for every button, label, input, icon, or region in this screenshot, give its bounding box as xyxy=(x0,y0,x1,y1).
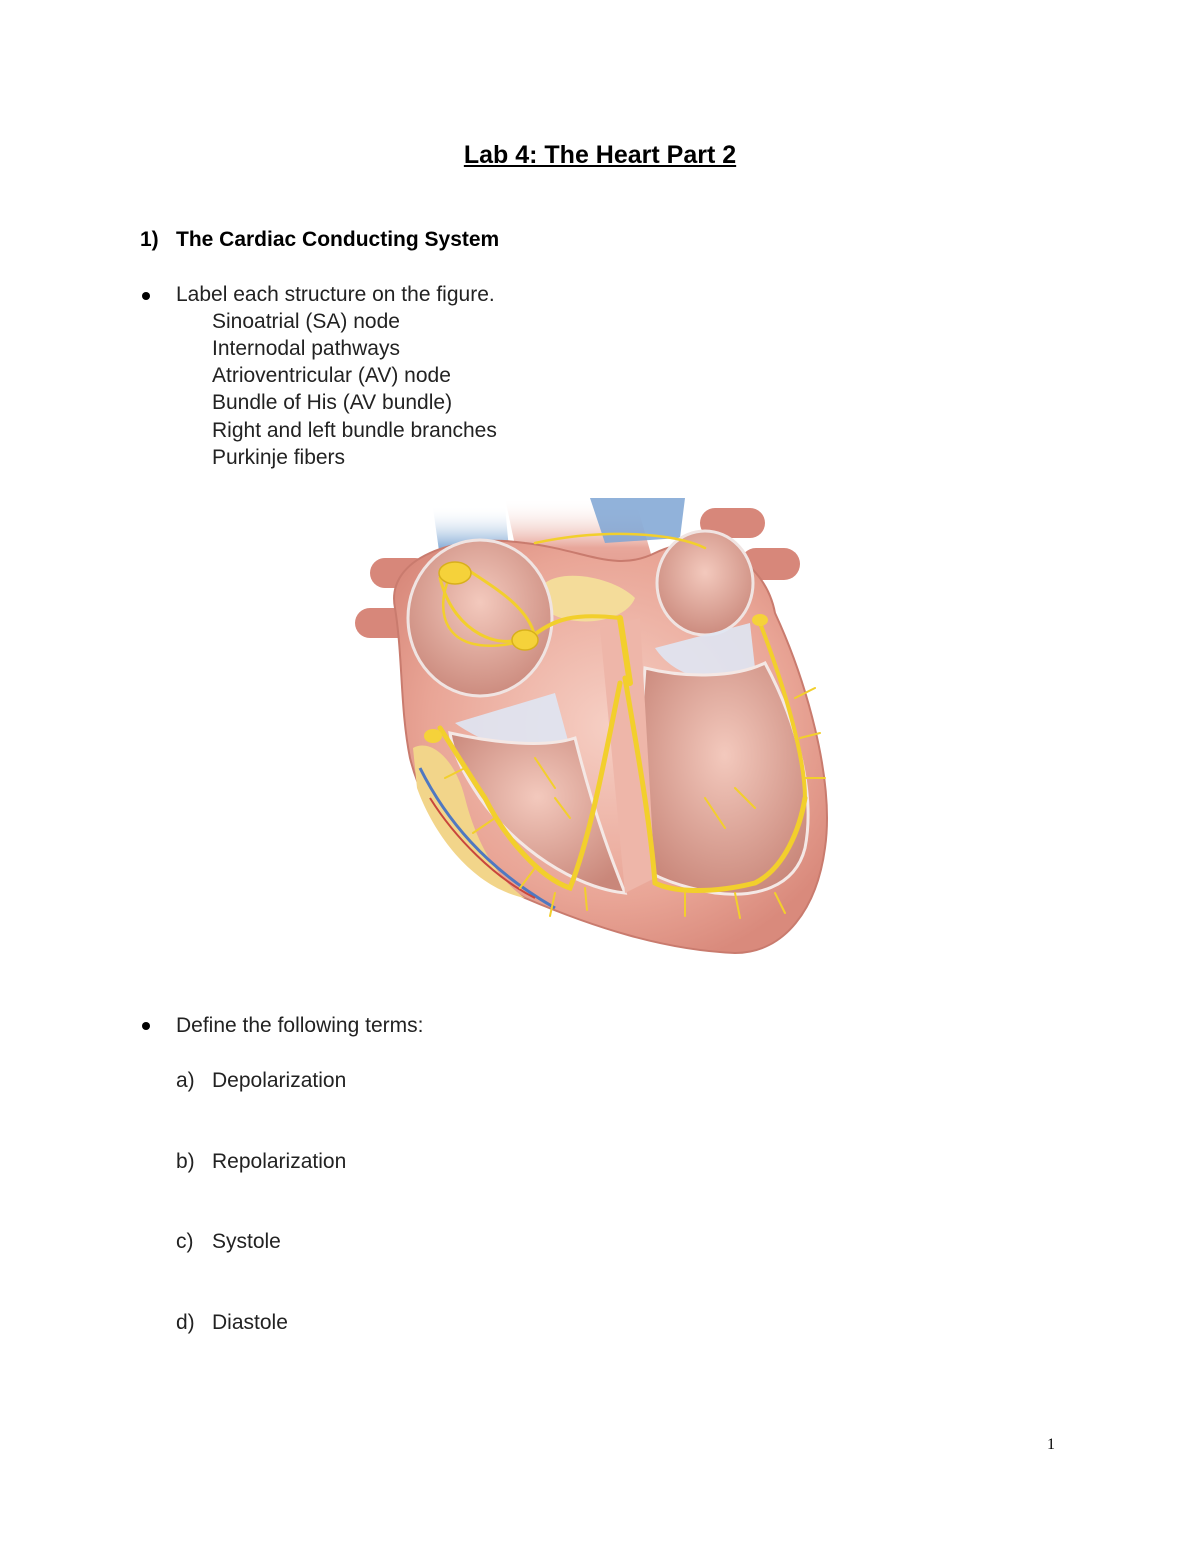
term-item xyxy=(176,1069,346,1093)
bullet-icon xyxy=(142,1022,150,1030)
structure-item: Internodal pathways xyxy=(212,337,400,360)
pulmonary-trunk xyxy=(590,498,685,543)
label-instruction: Label each structure on the figure. xyxy=(176,283,495,306)
structure-item: Bundle of His (AV bundle) xyxy=(212,391,453,414)
term-item xyxy=(176,1150,346,1174)
term-item xyxy=(176,1230,281,1254)
term-label: a) xyxy=(176,1069,195,1092)
term-label: c) xyxy=(176,1230,194,1253)
left-atrium xyxy=(657,531,753,635)
term-text: Depolarization xyxy=(212,1069,347,1092)
structure-item: Purkinje fibers xyxy=(212,446,346,469)
av-node xyxy=(512,630,538,650)
page-title: Lab 4: The Heart Part 2 xyxy=(463,141,737,169)
term-text: Repolarization xyxy=(212,1150,347,1173)
right-atrial-node xyxy=(424,729,442,743)
term-label: d) xyxy=(176,1311,195,1334)
bullet-icon xyxy=(142,292,150,300)
right-atrium xyxy=(408,540,552,696)
term-item xyxy=(176,1311,288,1335)
term-text: Systole xyxy=(212,1230,281,1253)
define-instruction: Define the following terms: xyxy=(176,1014,424,1037)
section-heading-text: The Cardiac Conducting System xyxy=(176,228,500,251)
section-heading xyxy=(140,228,499,252)
structure-item: Atrioventricular (AV) node xyxy=(212,364,451,387)
term-text: Diastole xyxy=(212,1311,288,1334)
page-number: 1 xyxy=(1047,1436,1055,1453)
sa-node xyxy=(439,562,471,584)
term-label: b) xyxy=(176,1150,195,1173)
structure-item: Sinoatrial (SA) node xyxy=(212,310,400,333)
section-number: 1) xyxy=(140,228,159,251)
heart-conduction-figure xyxy=(355,498,840,958)
structure-item: Right and left bundle branches xyxy=(212,419,497,442)
left-atrial-node xyxy=(752,614,768,626)
